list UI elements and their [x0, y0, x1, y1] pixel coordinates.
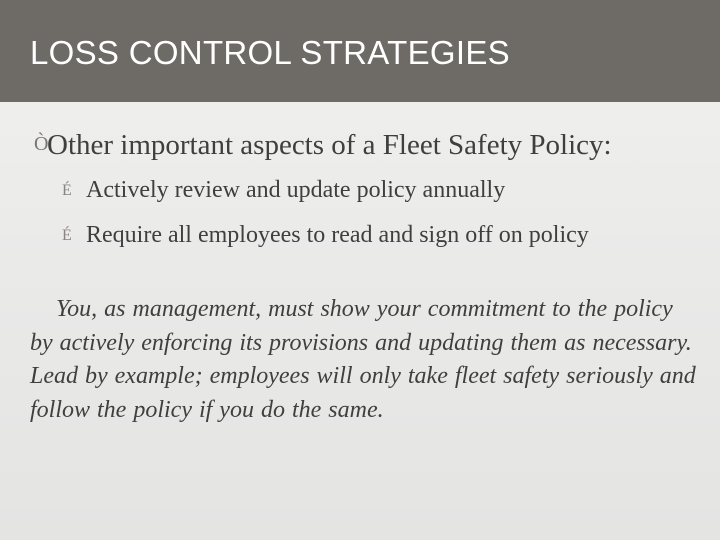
main-bullet-text: Other important aspects of a Fleet Safety Policy:	[47, 129, 612, 161]
sub-bullet-icon: É	[62, 182, 72, 199]
sub-bullet-icon: É	[62, 227, 72, 244]
sub-bullet-text: Require all employees to read and sign off on policy	[86, 222, 589, 248]
management-paragraph: You, as management, must show your commitment to the policy by actively enforcing its provisions and updating them as necessary. Lead by example; employees will only take fleet safety seriously and follow the policy if you do the same.	[30, 296, 696, 423]
main-bullet-icon: Ò	[34, 133, 49, 155]
sub-bullet	[62, 177, 505, 204]
main-bullet	[34, 129, 612, 162]
sub-bullet-text: Actively review and update policy annually	[86, 177, 506, 203]
sub-bullet	[62, 222, 589, 249]
slide-title: LOSS CONTROL STRATEGIES	[30, 34, 510, 71]
